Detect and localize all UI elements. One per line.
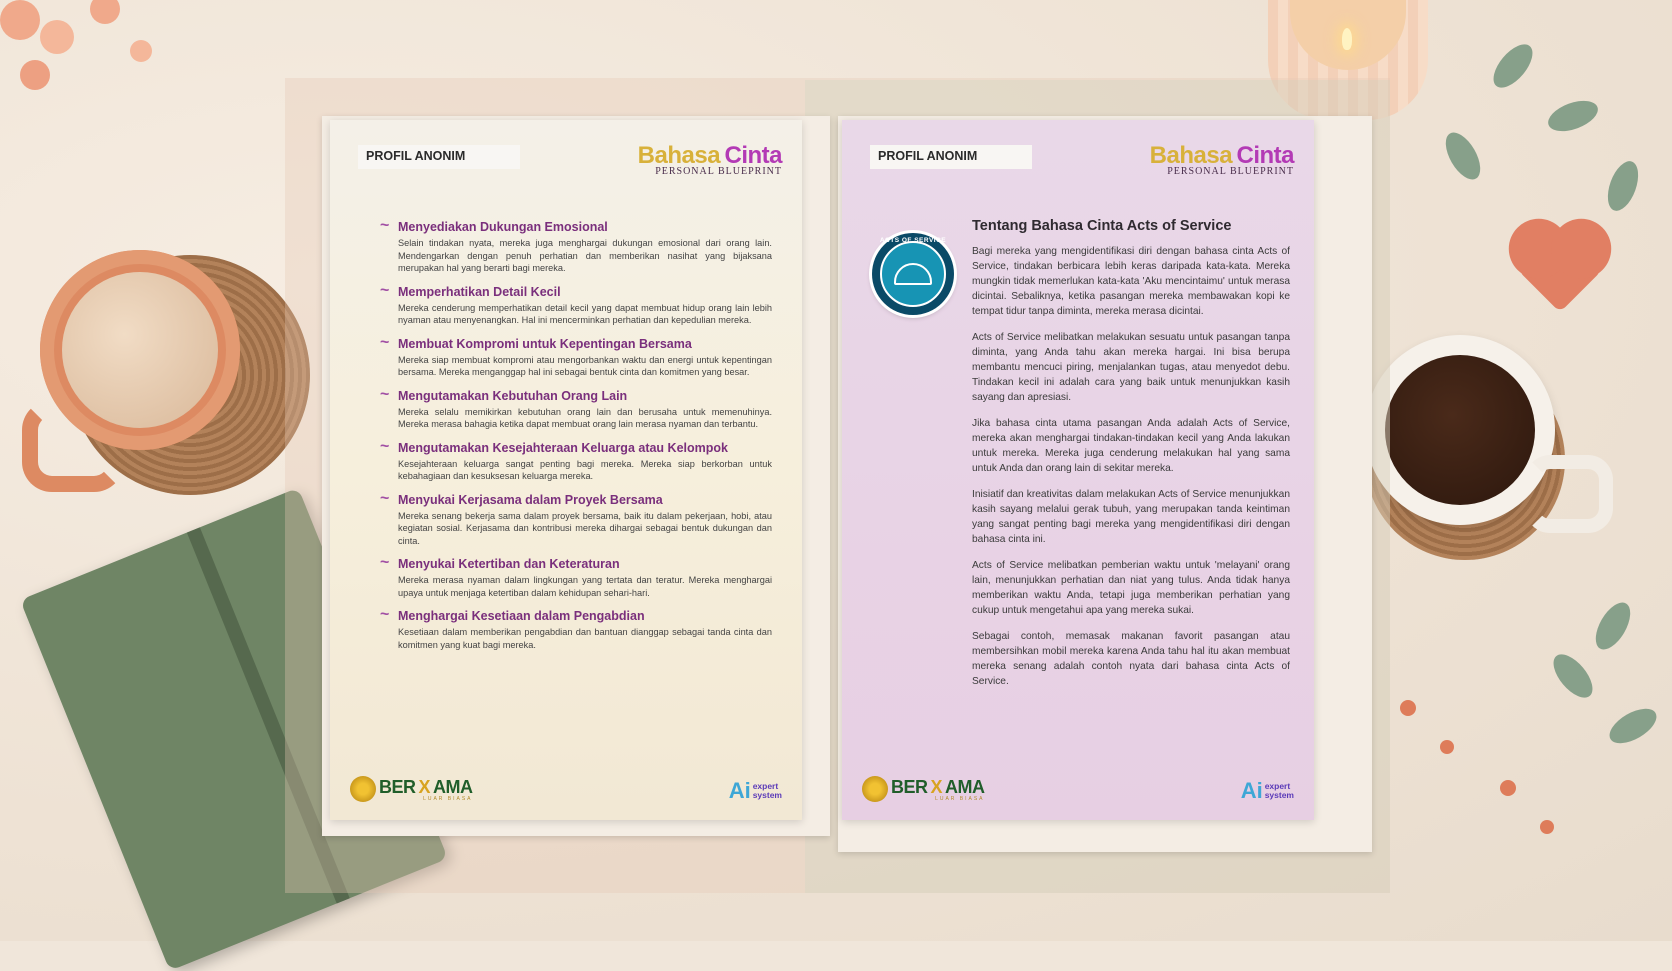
article-body — [972, 244, 1290, 700]
tea-mug — [40, 250, 240, 450]
trait-desc: Kesejahteraan keluarga sangat penting bagi mereka. Mereka siap berkorban untuk kebahagiaan dan kesuksesan keluarga mereka. — [398, 458, 772, 481]
ai-mark: Ai — [728, 778, 751, 803]
brand-subtitle: PERSONAL BLUEPRINT — [655, 166, 782, 177]
ai-line1: expert — [752, 781, 779, 791]
trait-item — [380, 389, 772, 431]
trait-desc: Mereka selalu memikirkan kebutuhan orang lain dan berusaha untuk memenuhinya. Mereka merasa bahagia ketika dapat membuat orang lain merasa nyaman dan terbantu. — [398, 406, 772, 429]
trait-desc: Selain tindakan nyata, mereka juga menghargai dukungan emosional dari orang lain. Mendengarkan dengan penuh perhatian dan memberikan nasihat yang bijaksana merupakan hal yang berarti bagi mereka. — [398, 238, 772, 273]
ai-text — [753, 782, 782, 800]
brand-subtitle: PERSONAL BLUEPRINT — [1167, 166, 1294, 177]
flower-cluster — [1500, 780, 1516, 796]
trait-title: ~ Memperhatikan Detail Kecil — [380, 285, 772, 299]
berxama-word-b: AMA — [945, 776, 985, 797]
article-paragraph: Jika bahasa cinta utama pasangan Anda adalah Acts of Service, mereka akan menghargai tindakan-tindakan kecil yang Anda lakukan untuk mereka. Mereka juga cenderung melakukan hal yang sama untuk Anda dan orang lain di sekitar mereka. — [972, 418, 1290, 474]
berxama-word-a: BER — [379, 776, 416, 797]
ai-line2: system — [1264, 790, 1294, 800]
berxama-x: X — [418, 776, 431, 797]
trait-title: ~ Membuat Kompromi untuk Kepentingan Bersama — [380, 337, 772, 351]
trait-item — [380, 337, 772, 379]
trait-desc: Mereka merasa nyaman dalam lingkungan yang tertata dan teratur. Mereka menghargai upaya untuk menjaga ketertiban dalam kehidupan sehari-hari. — [398, 575, 772, 598]
candle-flame — [1342, 28, 1352, 50]
brand-logo — [1150, 142, 1294, 177]
brand-word-2: Cinta — [724, 142, 782, 169]
berxama-logo — [862, 776, 985, 802]
trait-desc: Mereka senang bekerja sama dalam proyek bersama, baik itu dalam pekerjaan, hobi, atau kegiatan sosial. Kerjasama dan kontribusi mereka dihargai sebagai bentuk dukungan dan cinta. — [398, 510, 772, 546]
berxama-flower-icon — [350, 776, 376, 802]
trait-title: ~ Menghargai Kesetiaan dalam Pengabdian — [380, 609, 772, 623]
ai-text — [1265, 782, 1294, 800]
trait-desc: Mereka siap membuat kompromi atau mengorbankan waktu dan energi untuk kepentingan bersama. Mereka menganggap hal ini sebagai bentuk cinta dan komitmen yang besar. — [398, 354, 772, 377]
trait-item — [380, 493, 772, 548]
berxama-x: X — [930, 776, 943, 797]
profile-label: PROFIL ANONIM — [870, 145, 1032, 169]
trait-title: ~ Menyukai Ketertiban dan Keteraturan — [380, 557, 772, 571]
flower-cluster — [0, 0, 40, 40]
ai-expert-logo — [1241, 778, 1294, 804]
left-page — [330, 120, 802, 820]
trait-item — [380, 285, 772, 327]
trait-title: ~ Menyukai Kerjasama dalam Proyek Bersama — [380, 493, 772, 507]
coffee-cup — [1365, 335, 1555, 525]
trait-title: ~ Mengutamakan Kesejahteraan Keluarga atau Kelompok — [380, 441, 772, 455]
trait-desc: Kesetiaan dalam memberikan pengabdian dan bantuan dianggap sebagai tanda cinta dan komitmen yang kuat bagi mereka. — [398, 627, 772, 650]
flower-cluster — [1400, 700, 1416, 716]
ai-mark: Ai — [1240, 778, 1263, 803]
ai-line1: expert — [1264, 781, 1291, 791]
trait-title: ~ Mengutamakan Kebutuhan Orang Lain — [380, 389, 772, 403]
ai-expert-logo — [729, 778, 782, 804]
flower-cluster — [40, 20, 74, 54]
mug-handle — [22, 400, 124, 492]
brand-word-1: Bahasa — [1149, 142, 1233, 169]
flower-cluster — [1540, 820, 1554, 834]
brand-word-1: Bahasa — [637, 142, 721, 169]
berxama-tagline: LUAR BIASA — [423, 795, 473, 802]
berxama-tagline: LUAR BIASA — [935, 795, 985, 802]
berxama-logo — [350, 776, 473, 802]
flower-cluster — [130, 40, 152, 62]
brand-logo — [638, 142, 782, 177]
berxama-word-b: AMA — [433, 776, 473, 797]
badge-text: ACTS OF SERVICE — [879, 237, 947, 244]
trait-title: ~ Menyediakan Dukungan Emosional — [380, 220, 772, 234]
trait-item — [380, 220, 772, 275]
berxama-flower-icon — [862, 776, 888, 802]
trait-item — [380, 557, 772, 599]
article-title: Tentang Bahasa Cinta Acts of Service — [972, 218, 1232, 234]
trait-item — [380, 441, 772, 483]
cup-handle — [1525, 455, 1613, 533]
ai-line2: system — [752, 790, 782, 800]
trait-desc: Mereka cenderung memperhatikan detail kecil yang dapat membuat hidup orang lain lebih nyaman atau menyenangkan. Hal ini mencerminkan perhatian dan kepedulian mereka. — [398, 302, 772, 325]
acts-of-service-badge-icon — [872, 233, 954, 315]
article-paragraph: Inisiatif dan kreativitas dalam melakukan Acts of Service menunjukkan kasih sayang melalui gerak tubuh, yang merupakan tanda keintiman yang sangat penting bagi mereka yang mengidentifikasi diri dengan bahasa cinta ini. — [972, 489, 1290, 545]
article-paragraph: Acts of Service melibatkan pemberian waktu untuk 'melayani' orang lain, menunjukkan perhatian dan niat yang tulus. Anda tidak hanya memberikan waktu Anda, tetapi juga memberikan perhatian yang cukup untuk mengetahui apa yang mereka sukai. — [972, 560, 1290, 616]
flower-cluster — [1440, 740, 1454, 754]
flower-cluster — [20, 60, 50, 90]
profile-label: PROFIL ANONIM — [358, 145, 520, 169]
article-paragraph: Acts of Service melibatkan melakukan sesuatu untuk pasangan tanpa diminta, yang Anda tahu akan mereka hargai. Ini bisa berupa membantu mencuci piring, menjalankan tugas, atau menyedot debu. Tindakan kecil ini adalah cara yang baik untuk menunjukkan kasih sayang dan apresiasi. — [972, 332, 1290, 403]
right-page — [842, 120, 1314, 820]
berxama-word-a: BER — [891, 776, 928, 797]
article-paragraph: Bagi mereka yang mengidentifikasi diri dengan bahasa cinta Acts of Service, tindakan berbicara lebih keras daripada kata-kata. Mereka mungkin tidak memerlukan kata-kata 'Aku mencintaimu' untuk merasa dicintai. Sebaliknya, ketika pasangan mereka membawakan kopi ke tempat tidur tanpa diminta, mereka merasa dicintai. — [972, 246, 1290, 317]
trait-item — [380, 609, 772, 651]
brand-word-2: Cinta — [1236, 142, 1294, 169]
trait-list — [380, 220, 772, 661]
article-paragraph: Sebagai contoh, memasak makanan favorit pasangan atau membersihkan mobil mereka karena Anda tahu hal itu akan membuat mereka senang adalah contoh nyata dari bahasa cinta Acts of Service. — [972, 631, 1290, 687]
coffee-drink — [1385, 355, 1535, 505]
